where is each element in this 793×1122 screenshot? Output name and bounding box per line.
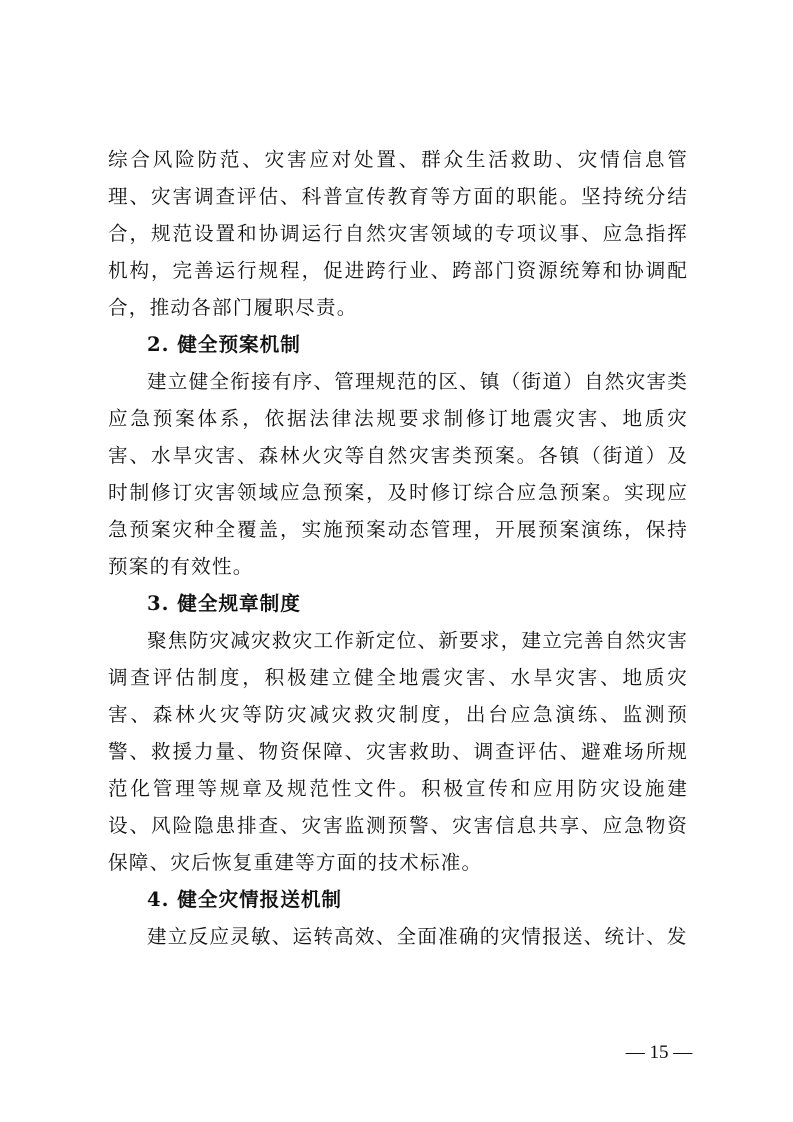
paragraph-responsibilities: 综合风险防范、灾害应对处置、群众生活救助、灾情信息管理、灾害调查评估、科普宣传教育等方面的职能。坚持统分结合，规范设置和协调运行自然灾害领域的专项议事、应急指挥机构，完善运行规程，促进跨行业、跨部门资源统筹和协调配合，推动各部门履职尽责。: [108, 148, 688, 319]
page-number: — 15 —: [625, 1042, 693, 1063]
document-body: [108, 141, 688, 955]
heading-regulations: 3. 健全规章制度: [147, 592, 301, 615]
paragraph-contingency-plans: 建立健全衔接有序、管理规范的区、镇（街道）自然灾害类应急预案体系，依据法律法规要求制修订地震灾害、地质灾害、水旱灾害、森林火灾等自然灾害类预案。各镇（街道）及时制修订灾害领域应急预案，及时修订综合应急预案。实现应急预案灾种全覆盖，实施预案动态管理，开展预案演练，保持预案的有效性。: [108, 370, 688, 578]
heading-disaster-reporting: 4. 健全灾情报送机制: [147, 888, 343, 911]
paragraph-disaster-reporting: 建立反应灵敏、运转高效、全面准确的灾情报送、统计、发: [147, 925, 688, 948]
paragraph-regulations: 聚焦防灾减灾救灾工作新定位、新要求，建立完善自然灾害调查评估制度，积极建立健全地震灾害、水旱灾害、地质灾害、森林火灾等防灾减灾救灾制度，出台应急演练、监测预警、救援力量、物资保障、灾害救助、调查评估、避难场所规范化管理等规章及规范性文件。积极宣传和应用防灾设施建设、风险隐患排查、灾害监测预警、灾害信息共享、应急物资保障、灾后恢复重建等方面的技术标准。: [108, 629, 688, 874]
heading-contingency-plans: 2. 健全预案机制: [147, 333, 301, 356]
